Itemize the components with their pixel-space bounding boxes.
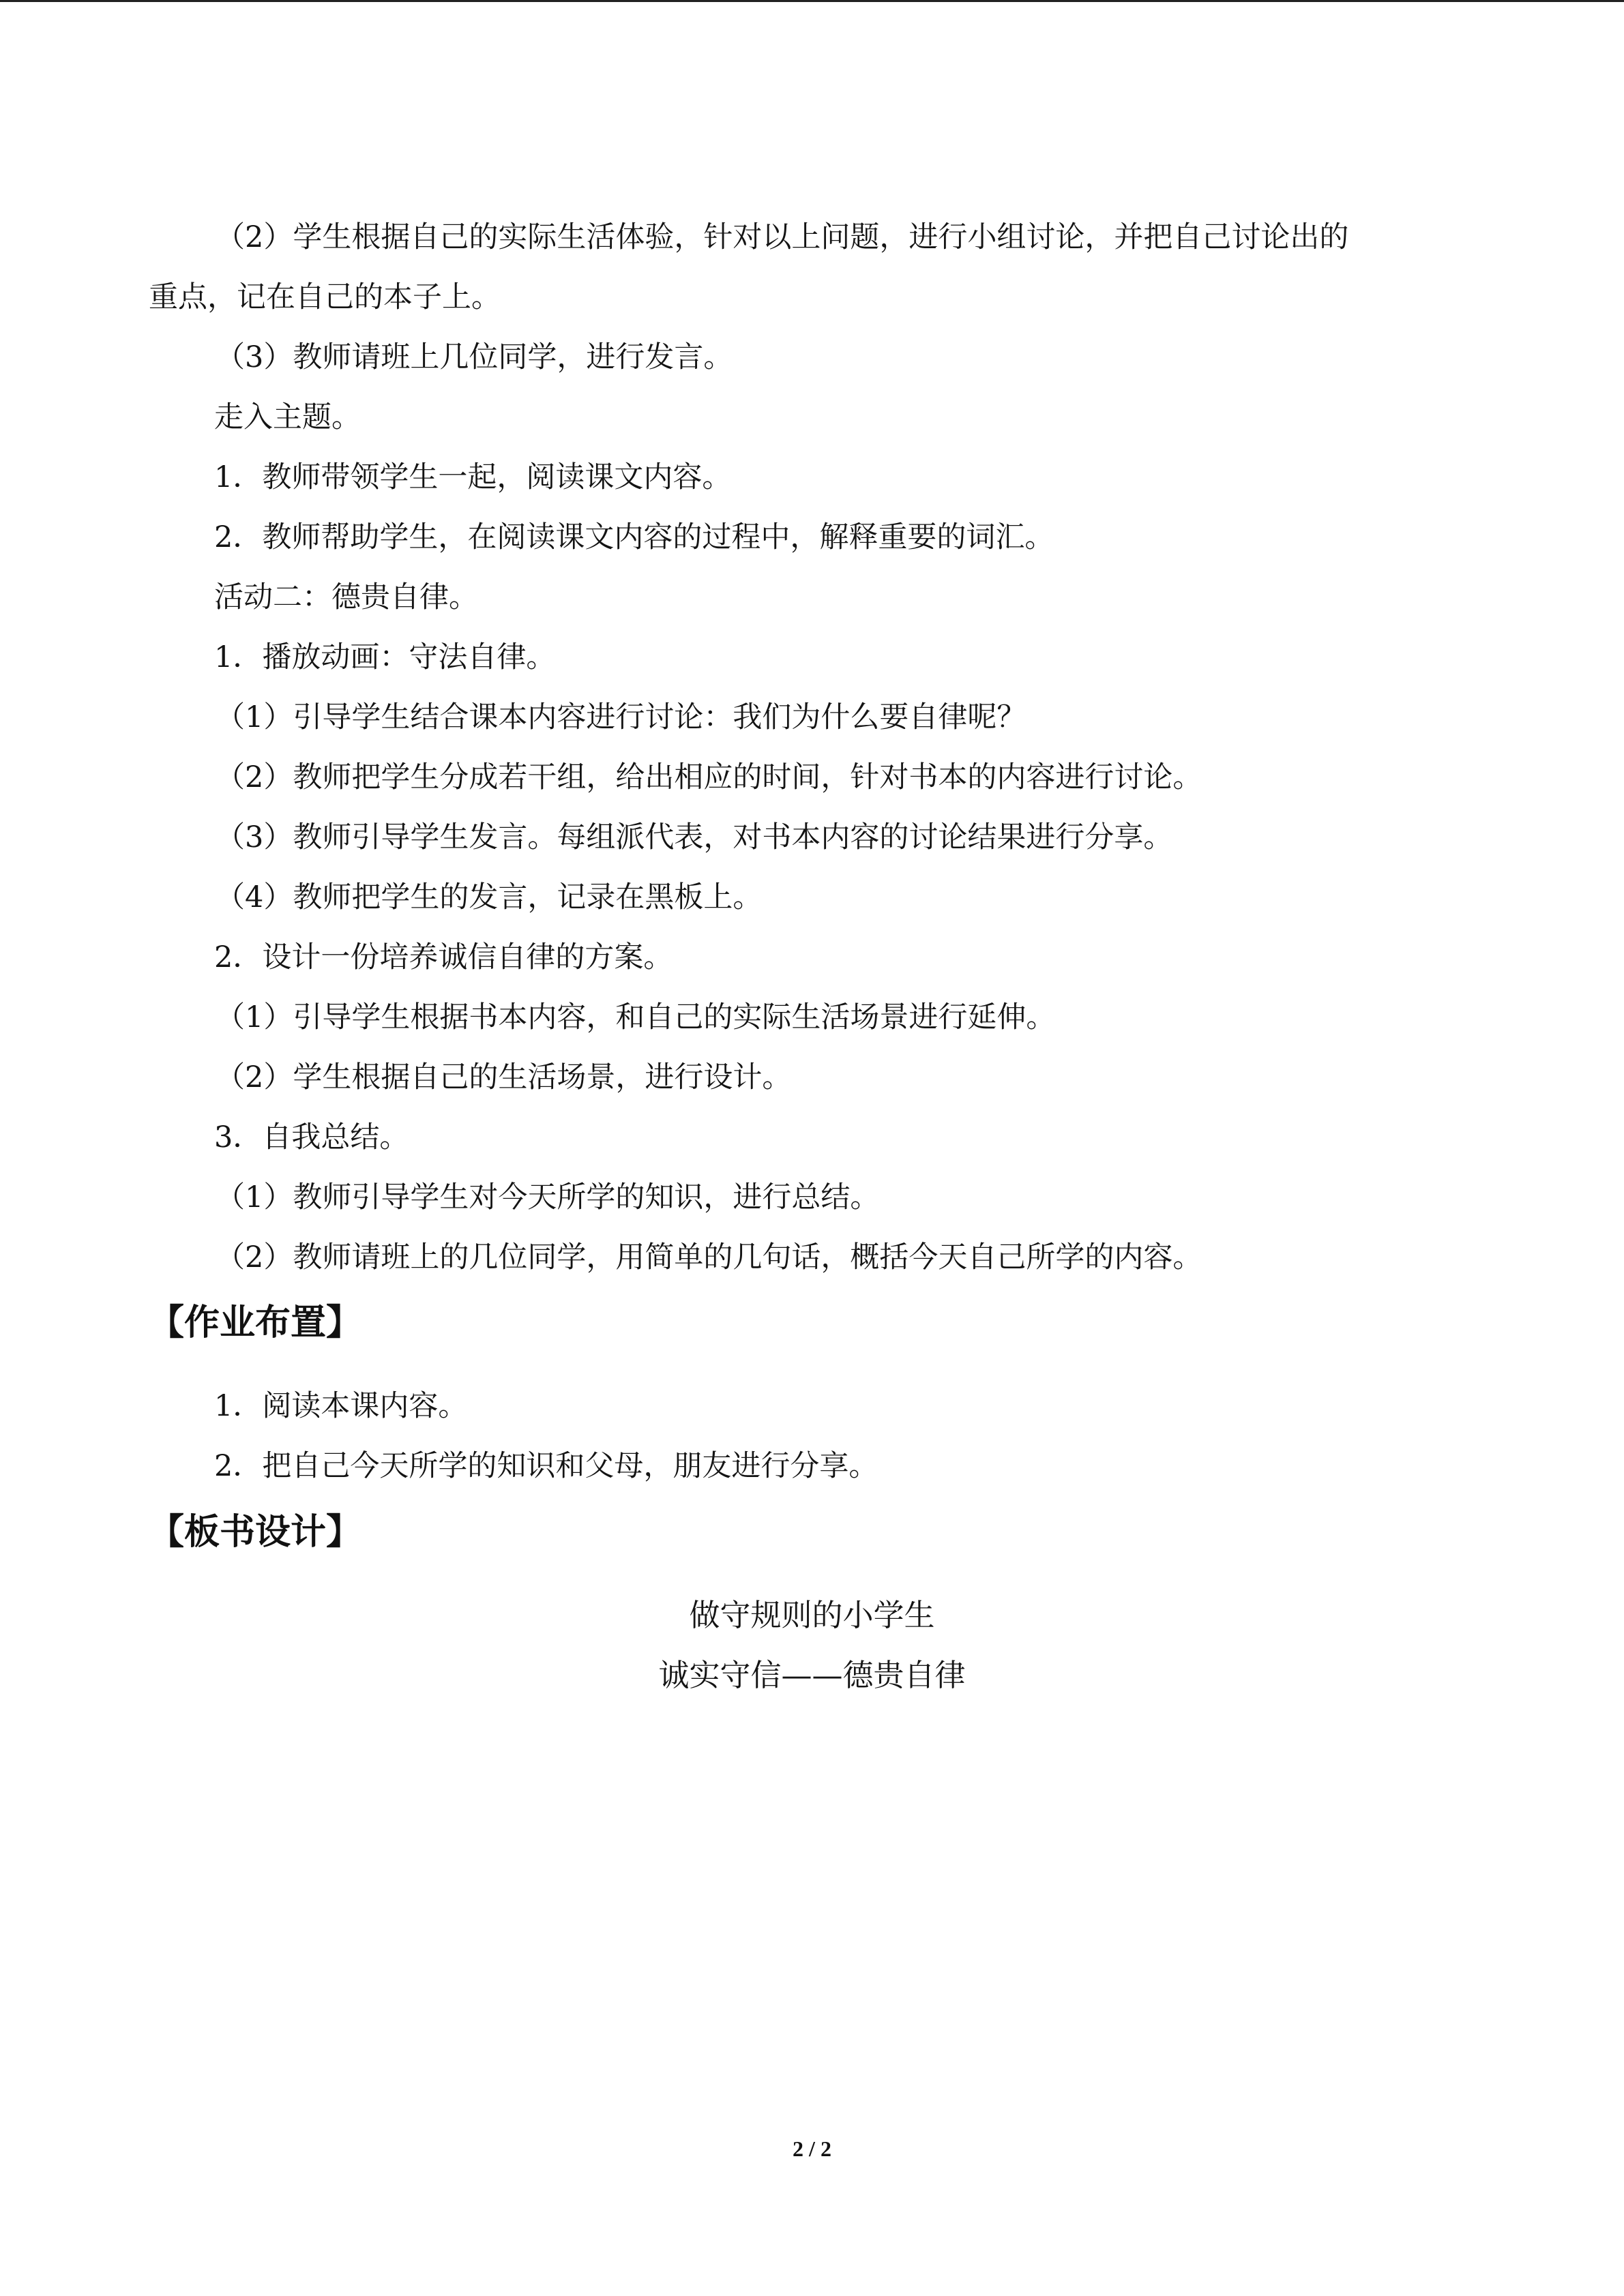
paragraph-line: （2）学生根据自己的实际生活体验，针对以上问题，进行小组讨论，并把自己讨论出的	[216, 220, 1349, 254]
paragraph-line: （1）引导学生结合课本内容进行讨论：我们为什么要自律呢？	[216, 700, 1027, 734]
board-design-heading: 【板书设计】	[149, 1512, 362, 1553]
homework-heading: 【作业布置】	[149, 1302, 362, 1343]
paragraph-line: （1）引导学生根据书本内容，和自己的实际生活场景进行延伸。	[216, 1000, 1056, 1034]
paragraph-line: 活动二：德贵自律。	[214, 580, 478, 614]
paragraph-line: 走入主题。	[214, 400, 361, 434]
paragraph-line: 1．播放动画：守法自律。	[214, 640, 556, 674]
paragraph-line: 重点，记在自己的本子上。	[149, 280, 501, 314]
paragraph-line: 2．教师帮助学生，在阅读课文内容的过程中，解释重要的词汇。	[214, 520, 1054, 554]
paragraph-line: （1）教师引导学生对今天所学的知识，进行总结。	[216, 1180, 880, 1214]
paragraph-line: （2）教师请班上的几位同学，用简单的几句话，概括今天自己所学的内容。	[216, 1240, 1202, 1274]
page-number: 2 / 2	[793, 2136, 831, 2161]
paragraph-line: （4）教师把学生的发言，记录在黑板上。	[216, 880, 763, 914]
paragraph-line: 3．自我总结。	[214, 1120, 409, 1154]
homework-item: 2．把自己今天所学的知识和父母，朋友进行分享。	[214, 1449, 879, 1483]
board-line-subtitle: 诚实守信——德贵自律	[658, 1657, 966, 1693]
paragraph-line: （2）学生根据自己的生活场景，进行设计。	[216, 1060, 792, 1094]
paragraph-line: （2）教师把学生分成若干组，给出相应的时间，针对书本的内容进行讨论。	[216, 760, 1202, 794]
paragraph-line: （3）教师请班上几位同学，进行发言。	[216, 340, 733, 374]
board-line-title: 做守规则的小学生	[689, 1597, 935, 1633]
paragraph-line: 2．设计一份培养诚信自律的方案。	[214, 940, 673, 974]
paragraph-line: 1．教师带领学生一起，阅读课文内容。	[214, 460, 732, 494]
homework-item: 1．阅读本课内容。	[214, 1389, 468, 1423]
paragraph-line: （3）教师引导学生发言。每组派代表，对书本内容的讨论结果进行分享。	[216, 820, 1173, 854]
